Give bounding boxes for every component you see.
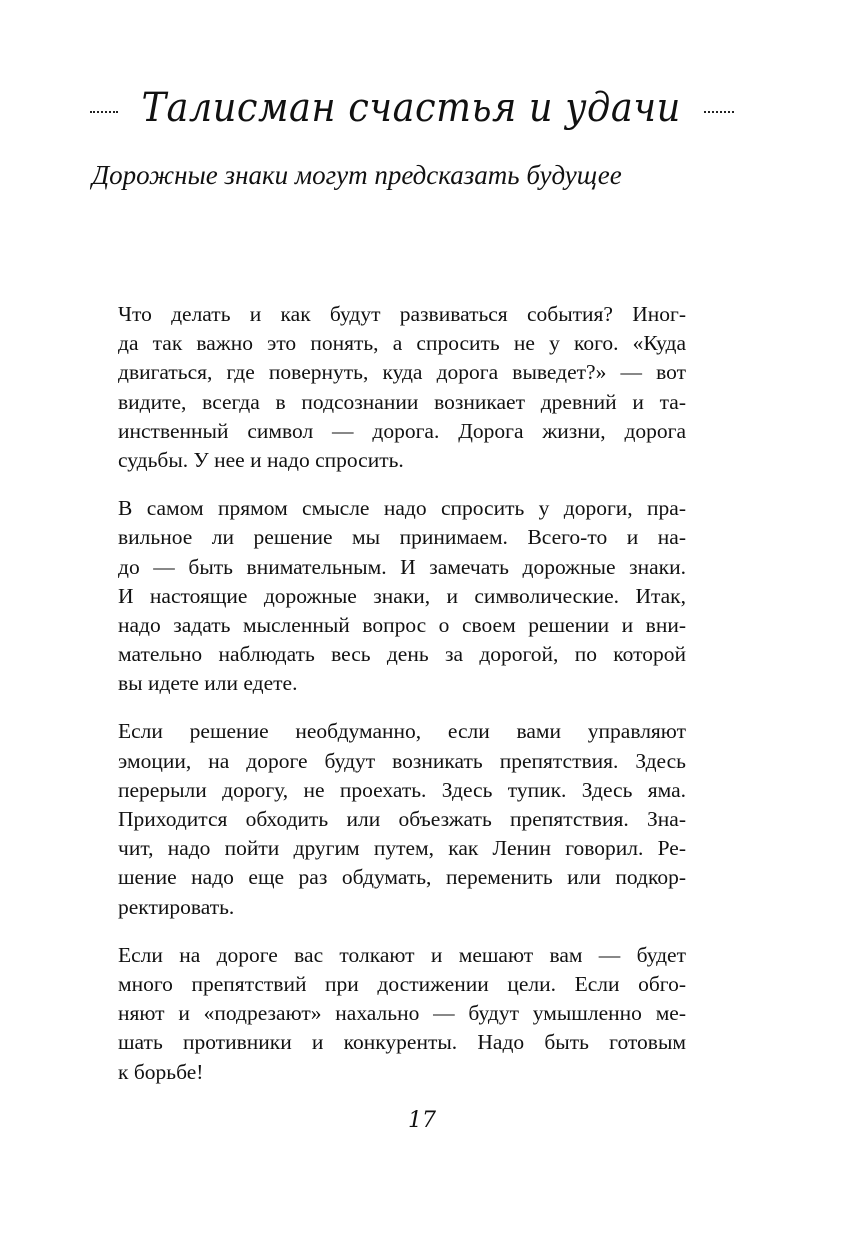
text-line: Если на дороге вас толкают и мешают вам — будет [118, 942, 686, 967]
text-line: Если решение необдуманно, если вами управляют [118, 719, 686, 744]
text-line: Приходится обходить или объезжать препятствия. Зна- [118, 807, 686, 831]
text-line: видите, всегда в подсознании возникает древний и та- [118, 389, 686, 414]
body-text [118, 300, 686, 1106]
text-line: до — быть внимательным. И замечать дорожные знаки. [118, 554, 686, 579]
page-number: 17 [408, 1108, 436, 1133]
text-line: И настоящие дорожные знаки, и символические. Итак, [118, 583, 686, 608]
paragraph [118, 717, 686, 921]
text-line: много препятствий при достижении цели. Если обго- [118, 971, 686, 996]
paragraph [118, 494, 686, 698]
text-line: мательно наблюдать весь день за дорогой, по которой [118, 642, 686, 667]
text-line: няют и «подрезают» нахально — будут умышленно ме- [118, 1001, 686, 1026]
text-line: да так важно это понять, а спросить не у кого. «Куда [118, 331, 686, 356]
text-line: вильное ли решение мы принимаем. Всего-то и на- [118, 525, 686, 550]
text-line: судьбы. У нее и надо спросить. [118, 447, 404, 472]
text-line: шение надо еще раз обдумать, переменить или подкор- [118, 865, 686, 890]
text-line: Что делать и как будут развиваться события? Иног- [118, 302, 686, 326]
paragraph [118, 300, 686, 475]
text-line: надо задать мысленный вопрос о своем решении и вни- [118, 612, 686, 637]
running-header [90, 78, 690, 138]
text-line: вы идете или едете. [118, 671, 298, 696]
text-line: шать противники и конкуренты. Надо быть готовым [118, 1030, 686, 1055]
text-line: к борьбе! [118, 1059, 204, 1084]
header-dotted-rule-right [704, 111, 734, 113]
section-subtitle: Дорожные знаки могут предсказать будущее [92, 160, 622, 190]
running-title: Талисман счастья и удачи [141, 85, 681, 131]
header-dotted-rule-left [90, 111, 118, 113]
text-line: инственный символ — дорога. Дорога жизни, дорога [118, 418, 686, 443]
text-line: В самом прямом смысле надо спросить у дороги, пра- [118, 496, 686, 521]
text-line: перерыли дорогу, не проехать. Здесь тупик. Здесь яма. [118, 777, 686, 802]
text-line: двигаться, где повернуть, куда дорога выведет?» — вот [118, 360, 686, 385]
text-line: эмоции, на дороге будут возникать препятствия. Здесь [118, 748, 686, 773]
text-line: чит, надо пойти другим путем, как Ленин говорил. Ре- [118, 836, 686, 861]
text-line: ректировать. [118, 894, 235, 919]
paragraph [118, 941, 686, 1087]
